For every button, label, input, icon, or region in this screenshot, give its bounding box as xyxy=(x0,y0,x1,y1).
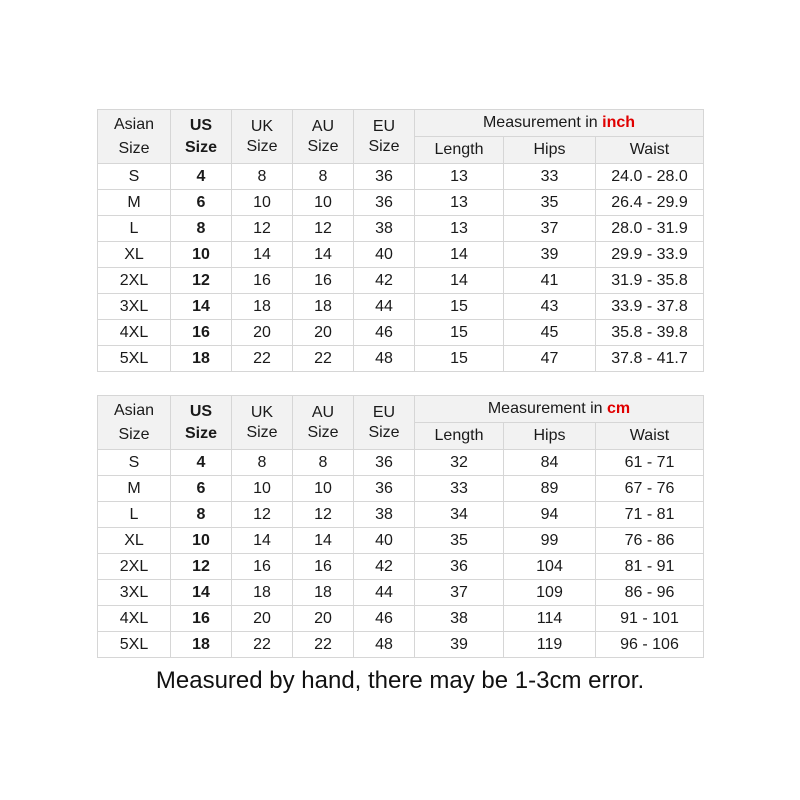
cell-us-size: 12 xyxy=(171,268,232,294)
cell-asian-size: 5XL xyxy=(98,632,171,658)
cell-asian-size: XL xyxy=(98,242,171,268)
header-measurement: Measurement in inch xyxy=(415,110,704,137)
cell-hips: 109 xyxy=(504,580,596,606)
cell-asian-size: S xyxy=(98,164,171,190)
cell-eu-size: 38 xyxy=(354,216,415,242)
header-asian-size: Asian Size xyxy=(98,396,171,450)
cell-length: 39 xyxy=(415,632,504,658)
cell-length: 36 xyxy=(415,554,504,580)
cell-us-size: 18 xyxy=(171,346,232,372)
cell-length: 33 xyxy=(415,476,504,502)
header-asian-size: Asian Size xyxy=(98,110,171,164)
size-table-cm xyxy=(97,395,704,658)
cell-hips: 47 xyxy=(504,346,596,372)
cell-hips: 89 xyxy=(504,476,596,502)
cell-length: 15 xyxy=(415,346,504,372)
cell-waist: 96 - 106 xyxy=(596,632,704,658)
table-row xyxy=(98,190,704,216)
cell-length: 13 xyxy=(415,216,504,242)
cell-uk-size: 16 xyxy=(232,268,293,294)
cell-waist: 33.9 - 37.8 xyxy=(596,294,704,320)
cell-au-size: 14 xyxy=(293,528,354,554)
cell-uk-size: 14 xyxy=(232,242,293,268)
table-row xyxy=(98,606,704,632)
cell-asian-size: L xyxy=(98,502,171,528)
cell-uk-size: 16 xyxy=(232,554,293,580)
table-row xyxy=(98,580,704,606)
cell-asian-size: 3XL xyxy=(98,294,171,320)
cell-au-size: 14 xyxy=(293,242,354,268)
cell-us-size: 10 xyxy=(171,528,232,554)
cell-waist: 76 - 86 xyxy=(596,528,704,554)
cell-us-size: 14 xyxy=(171,580,232,606)
cell-asian-size: S xyxy=(98,450,171,476)
cell-au-size: 12 xyxy=(293,502,354,528)
header-measurement: Measurement in cm xyxy=(415,396,704,423)
cell-hips: 84 xyxy=(504,450,596,476)
cell-eu-size: 42 xyxy=(354,268,415,294)
cell-uk-size: 10 xyxy=(232,476,293,502)
cell-us-size: 16 xyxy=(171,606,232,632)
cell-au-size: 10 xyxy=(293,476,354,502)
cell-asian-size: 4XL xyxy=(98,606,171,632)
table-row xyxy=(98,268,704,294)
header-waist: Waist xyxy=(596,137,704,164)
cell-eu-size: 46 xyxy=(354,606,415,632)
cell-asian-size: XL xyxy=(98,528,171,554)
cell-eu-size: 38 xyxy=(354,502,415,528)
table-row xyxy=(98,164,704,190)
cell-eu-size: 44 xyxy=(354,580,415,606)
cell-uk-size: 20 xyxy=(232,606,293,632)
table-row xyxy=(98,320,704,346)
header-uk-size: UK Size xyxy=(232,110,293,164)
cell-eu-size: 42 xyxy=(354,554,415,580)
cell-waist: 81 - 91 xyxy=(596,554,704,580)
table-row xyxy=(98,476,704,502)
cell-waist: 67 - 76 xyxy=(596,476,704,502)
cell-length: 35 xyxy=(415,528,504,554)
header-us-size: US Size xyxy=(171,396,232,450)
header-au-size: AU Size xyxy=(293,110,354,164)
cell-au-size: 8 xyxy=(293,164,354,190)
cell-asian-size: 4XL xyxy=(98,320,171,346)
table-row xyxy=(98,346,704,372)
cell-length: 32 xyxy=(415,450,504,476)
cell-waist: 24.0 - 28.0 xyxy=(596,164,704,190)
cell-waist: 91 - 101 xyxy=(596,606,704,632)
cell-us-size: 4 xyxy=(171,450,232,476)
cell-us-size: 8 xyxy=(171,502,232,528)
cell-hips: 45 xyxy=(504,320,596,346)
cell-hips: 104 xyxy=(504,554,596,580)
cell-length: 14 xyxy=(415,242,504,268)
cell-eu-size: 40 xyxy=(354,528,415,554)
header-length: Length xyxy=(415,423,504,450)
cell-eu-size: 36 xyxy=(354,164,415,190)
cell-au-size: 20 xyxy=(293,606,354,632)
table-row xyxy=(98,216,704,242)
cell-eu-size: 44 xyxy=(354,294,415,320)
unit-label: inch xyxy=(602,114,636,131)
cell-waist: 31.9 - 35.8 xyxy=(596,268,704,294)
cell-eu-size: 48 xyxy=(354,346,415,372)
cell-waist: 86 - 96 xyxy=(596,580,704,606)
cell-au-size: 22 xyxy=(293,632,354,658)
cell-length: 37 xyxy=(415,580,504,606)
cell-hips: 119 xyxy=(504,632,596,658)
cell-hips: 39 xyxy=(504,242,596,268)
header-us-size: US Size xyxy=(171,110,232,164)
cell-uk-size: 22 xyxy=(232,346,293,372)
cell-hips: 41 xyxy=(504,268,596,294)
cell-us-size: 6 xyxy=(171,476,232,502)
cell-uk-size: 8 xyxy=(232,450,293,476)
header-uk-size: UK Size xyxy=(232,396,293,450)
cell-length: 14 xyxy=(415,268,504,294)
cell-uk-size: 12 xyxy=(232,216,293,242)
cell-waist: 71 - 81 xyxy=(596,502,704,528)
cell-uk-size: 8 xyxy=(232,164,293,190)
cell-waist: 28.0 - 31.9 xyxy=(596,216,704,242)
cell-au-size: 22 xyxy=(293,346,354,372)
cell-length: 13 xyxy=(415,164,504,190)
cell-hips: 37 xyxy=(504,216,596,242)
header-hips: Hips xyxy=(504,423,596,450)
cell-uk-size: 10 xyxy=(232,190,293,216)
cell-au-size: 18 xyxy=(293,580,354,606)
cell-length: 15 xyxy=(415,294,504,320)
table-row xyxy=(98,242,704,268)
cell-asian-size: 5XL xyxy=(98,346,171,372)
cell-au-size: 18 xyxy=(293,294,354,320)
unit-label: cm xyxy=(607,400,631,417)
cell-hips: 94 xyxy=(504,502,596,528)
cell-us-size: 6 xyxy=(171,190,232,216)
table-row xyxy=(98,502,704,528)
cell-au-size: 20 xyxy=(293,320,354,346)
cell-asian-size: 2XL xyxy=(98,554,171,580)
cell-us-size: 4 xyxy=(171,164,232,190)
cell-eu-size: 46 xyxy=(354,320,415,346)
cell-uk-size: 18 xyxy=(232,580,293,606)
cell-waist: 35.8 - 39.8 xyxy=(596,320,704,346)
cell-length: 13 xyxy=(415,190,504,216)
cell-asian-size: M xyxy=(98,476,171,502)
cell-au-size: 16 xyxy=(293,554,354,580)
header-waist: Waist xyxy=(596,423,704,450)
cell-waist: 61 - 71 xyxy=(596,450,704,476)
cell-au-size: 8 xyxy=(293,450,354,476)
size-table-inch xyxy=(97,109,704,372)
cell-eu-size: 40 xyxy=(354,242,415,268)
cell-uk-size: 14 xyxy=(232,528,293,554)
cell-waist: 26.4 - 29.9 xyxy=(596,190,704,216)
header-hips: Hips xyxy=(504,137,596,164)
cell-asian-size: 3XL xyxy=(98,580,171,606)
cell-eu-size: 36 xyxy=(354,450,415,476)
cell-waist: 37.8 - 41.7 xyxy=(596,346,704,372)
cell-eu-size: 36 xyxy=(354,190,415,216)
footer-note: Measured by hand, there may be 1-3cm error. xyxy=(155,667,645,694)
cell-us-size: 16 xyxy=(171,320,232,346)
cell-asian-size: L xyxy=(98,216,171,242)
table-row xyxy=(98,294,704,320)
cell-us-size: 12 xyxy=(171,554,232,580)
header-au-size: AU Size xyxy=(293,396,354,450)
table-row xyxy=(98,632,704,658)
header-length: Length xyxy=(415,137,504,164)
cell-us-size: 14 xyxy=(171,294,232,320)
table-row xyxy=(98,528,704,554)
cell-hips: 114 xyxy=(504,606,596,632)
cell-us-size: 18 xyxy=(171,632,232,658)
cell-asian-size: M xyxy=(98,190,171,216)
cell-hips: 33 xyxy=(504,164,596,190)
cell-au-size: 10 xyxy=(293,190,354,216)
cell-au-size: 16 xyxy=(293,268,354,294)
cell-us-size: 10 xyxy=(171,242,232,268)
cell-length: 15 xyxy=(415,320,504,346)
cell-us-size: 8 xyxy=(171,216,232,242)
header-eu-size: EU Size xyxy=(354,110,415,164)
cell-uk-size: 12 xyxy=(232,502,293,528)
cell-uk-size: 22 xyxy=(232,632,293,658)
header-eu-size: EU Size xyxy=(354,396,415,450)
cell-eu-size: 36 xyxy=(354,476,415,502)
cell-hips: 43 xyxy=(504,294,596,320)
cell-au-size: 12 xyxy=(293,216,354,242)
cell-asian-size: 2XL xyxy=(98,268,171,294)
cell-waist: 29.9 - 33.9 xyxy=(596,242,704,268)
cell-uk-size: 20 xyxy=(232,320,293,346)
cell-uk-size: 18 xyxy=(232,294,293,320)
table-row xyxy=(98,554,704,580)
table-row xyxy=(98,450,704,476)
cell-eu-size: 48 xyxy=(354,632,415,658)
cell-hips: 99 xyxy=(504,528,596,554)
cell-hips: 35 xyxy=(504,190,596,216)
cell-length: 34 xyxy=(415,502,504,528)
cell-length: 38 xyxy=(415,606,504,632)
